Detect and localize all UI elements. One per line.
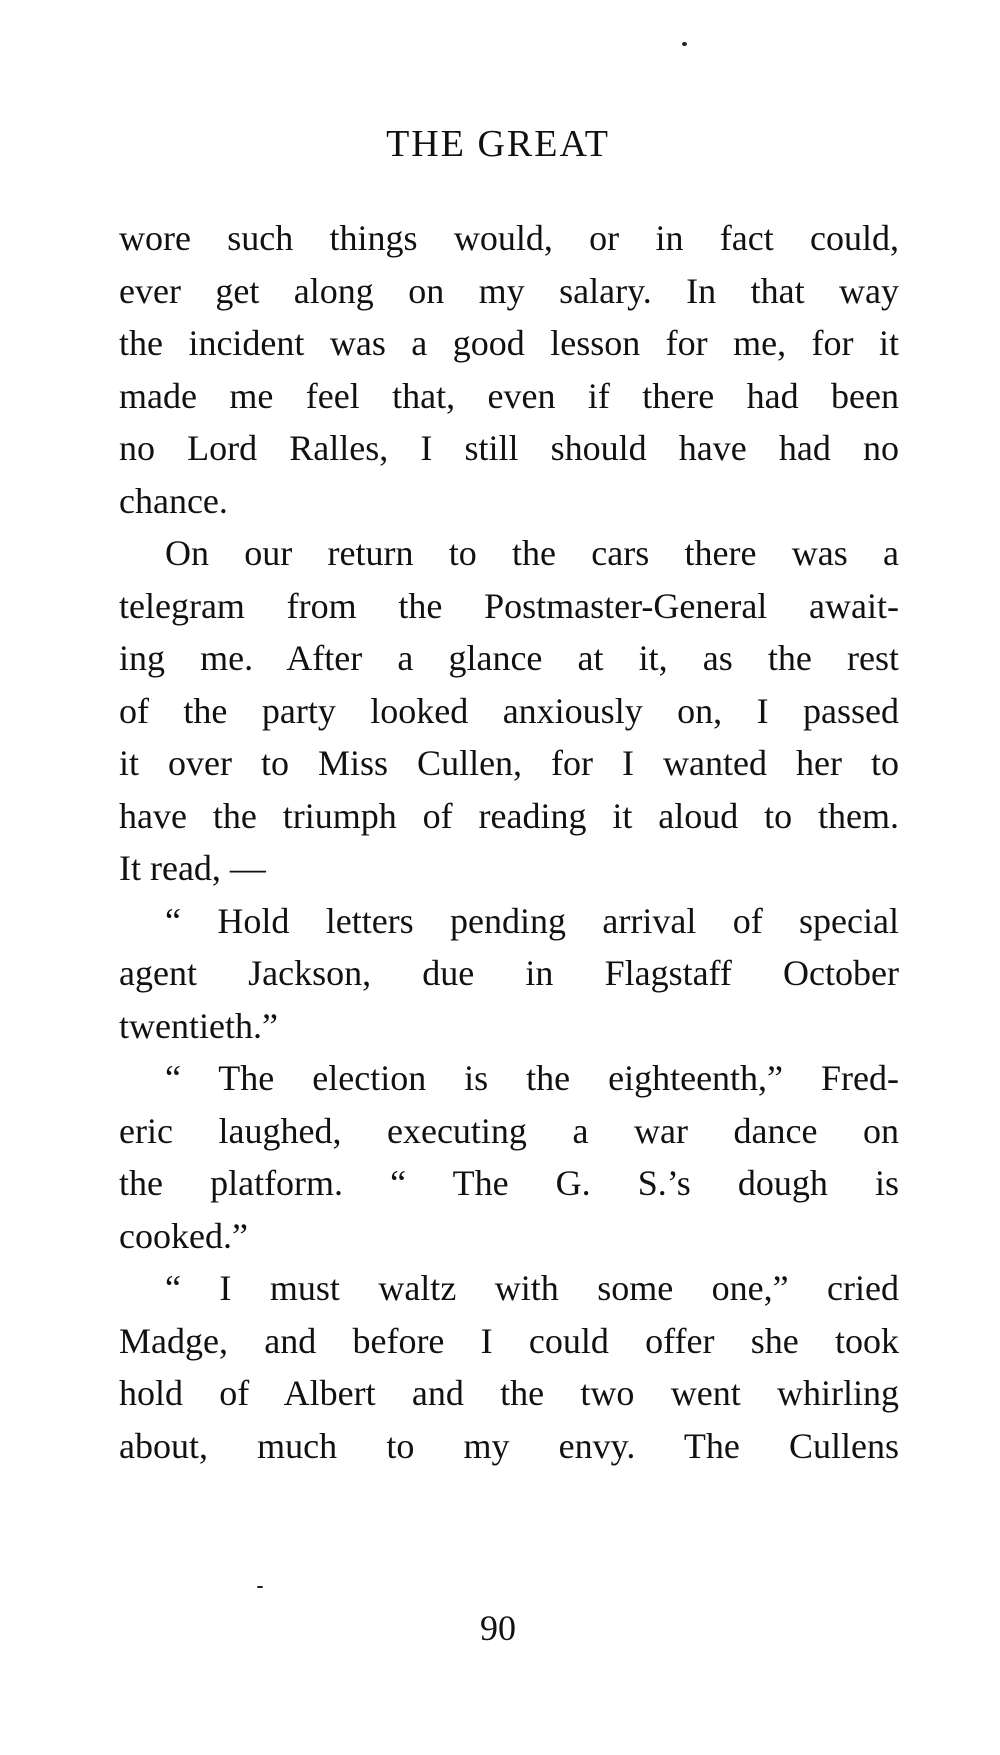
ink-speck-top <box>682 42 687 46</box>
text-line: On our return to the cars there was a <box>165 533 899 573</box>
text-line: ing me. After a glance at it, as the rest <box>119 638 899 678</box>
text-line: chance. <box>119 480 228 521</box>
paragraph <box>119 212 899 527</box>
text-line: hold of Albert and the two went whirling <box>119 1373 899 1413</box>
paragraph <box>119 1052 899 1262</box>
text-line: “ I must waltz with some one,” cried <box>165 1268 899 1308</box>
text-line: cooked.” <box>119 1215 248 1256</box>
text-line: made me feel that, even if there had been <box>119 375 899 416</box>
text-line: “ The election is the eighteenth,” Fred- <box>165 1058 899 1098</box>
text-line: the platform. “ The G. S.’s dough is <box>119 1163 899 1203</box>
text-line: “ Hold letters pending arrival of special <box>165 900 899 941</box>
text-line: have the triumph of reading it aloud to them. <box>119 795 899 836</box>
text-line: ever get along on my salary. In that way <box>119 270 899 311</box>
text-line: It read, — <box>119 848 266 888</box>
text-line: Madge, and before I could offer she took <box>119 1320 899 1361</box>
text-line: telegram from the Postmaster-General await- <box>119 585 899 626</box>
text-line: no Lord Ralles, I still should have had no <box>119 428 899 468</box>
text-line: eric laughed, executing a war dance on <box>119 1110 899 1151</box>
text-line: it over to Miss Cullen, for I wanted her to <box>119 743 899 783</box>
paragraph <box>119 1262 899 1472</box>
text-line: twentieth.” <box>119 1005 278 1046</box>
running-head: THE GREAT <box>386 123 610 165</box>
text-line: about, much to my envy. The Cullens <box>119 1425 899 1466</box>
body-text <box>119 212 899 1472</box>
text-line: the incident was a good lesson for me, for it <box>119 323 899 363</box>
paragraph <box>119 527 899 895</box>
page-number: 90 <box>480 1608 516 1648</box>
ink-speck-bottom <box>257 1586 263 1588</box>
text-line: of the party looked anxiously on, I passed <box>119 690 899 731</box>
text-line: wore such things would, or in fact could, <box>119 218 899 258</box>
paragraph <box>119 895 899 1053</box>
text-line: agent Jackson, due in Flagstaff October <box>119 953 899 993</box>
